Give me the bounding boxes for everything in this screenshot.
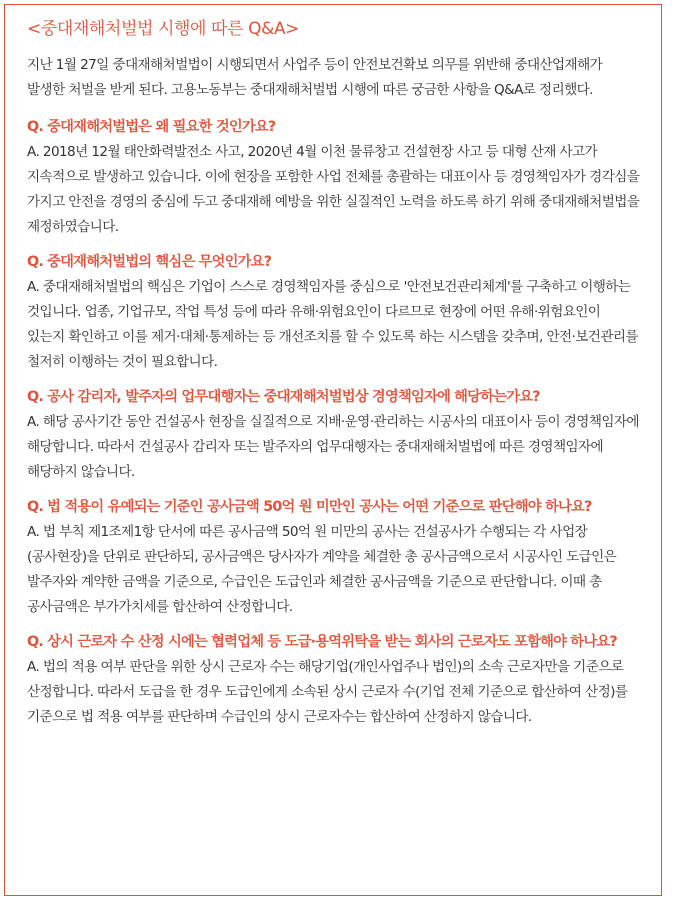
qa-item-5 (27, 630, 641, 730)
qa-item-4 (27, 495, 641, 620)
answer-3: A. 해당 공사기간 동안 건설공사 현장을 실질적으로 지배·운영·관리하는 시공사의 대표이사 등이 경영책임자에 해당합니다. 따라서 건설공사 감리자 또는 발주자의 업무대행자는 중대재해처벌법에 따른 경영책임자에 해당하지 않습니다. (27, 414, 639, 480)
question-5: Q. 상시 근로자 수 산정 시에는 협력업체 등 도급·용역위탁을 받는 회사의 근로자도 포함해야 하나요? (27, 634, 617, 650)
answer-5: A. 법의 적용 여부 판단을 위한 상시 근로자 수는 해당기업(개인사업주나 법인)의 소속 근로자만을 기준으로 산정합니다. 따라서 도급을 한 경우 도급인에게 소속된 상시 근로자 수(기업 전체 기준으로 합산하여 산정)를 기준으로 법 적용 여부를 판단하며 수급인의 상시 근로자수는 합산하여 산정하지 않습니다. (27, 659, 628, 725)
qa-item-1 (27, 115, 641, 240)
question-2: Q. 중대재해처벌법의 핵심은 무엇인가요? (27, 254, 272, 270)
intro-paragraph: 지난 1월 27일 중대재해처벌법이 시행되면서 사업주 등이 안전보건확보 의무를 위반해 중대산업재해가 발생한 처벌을 받게 된다. 고용노동부는 중대재해처벌법 시행에 따른 궁금한 사항을 Q&A로 정리했다. (27, 57, 603, 98)
document-title: <중대재해처벌법 시행에 따른 Q&A> (27, 19, 300, 39)
question-1: Q. 중대재해처벌법은 왜 필요한 것인가요? (27, 119, 276, 135)
question-3: Q. 공사 감리자, 발주자의 업무대행자는 중대재해처벌법상 경영책임자에 해당하는가요? (27, 389, 540, 405)
qa-item-2 (27, 250, 641, 375)
answer-2: A. 중대재해처벌법의 핵심은 기업이 스스로 경영책임자를 중심으로 '안전보건관리체계'를 구축하고 이행하는 것입니다. 업종, 기업규모, 작업 특성 등에 따라 유해·위험요인이 다르므로 현장에 어떤 유해·위험요인이 있는지 확인하고 이를 제거·대체·통제하는 등 개선조치를 할 수 있도록 하는 시스템을 갖추며, 안전·보건관리를 철저히 이행하는 것이 필요합니다. (27, 279, 638, 370)
answer-4: A. 법 부칙 제1조제1항 단서에 따른 공사금액 50억 원 미만의 공사는 건설공사가 수행되는 각 사업장(공사현장)을 단위로 판단하되, 공사금액은 당사자가 계약을 체결한 총 공사금액으로서 시공사인 도급인은 발주자와 계약한 금액을 기준으로, 수급인은 도급인과 체결한 공사금액을 기준으로 판단합니다. 이때 총 공사금액은 부가가치세를 합산하여 산정합니다. (27, 524, 617, 615)
qa-item-3 (27, 385, 641, 485)
question-4: Q. 법 적용이 유예되는 기준인 공사금액 50억 원 미만인 공사는 어떤 기준으로 판단해야 하나요? (27, 499, 592, 515)
qa-document-box (4, 4, 662, 896)
answer-1: A. 2018년 12월 태안화력발전소 사고, 2020년 4월 이천 물류창고 건설현장 사고 등 대형 산재 사고가 지속적으로 발생하고 있습니다. 이에 현장을 포함한 사업 전체를 총괄하는 대표이사 등 경영책임자가 경각심을 가지고 안전을 경영의 중심에 두고 중대재해 예방을 위한 실질적인 노력을 하도록 하기 위해 중대재해처벌법을 제정하였습니다. (27, 144, 640, 235)
